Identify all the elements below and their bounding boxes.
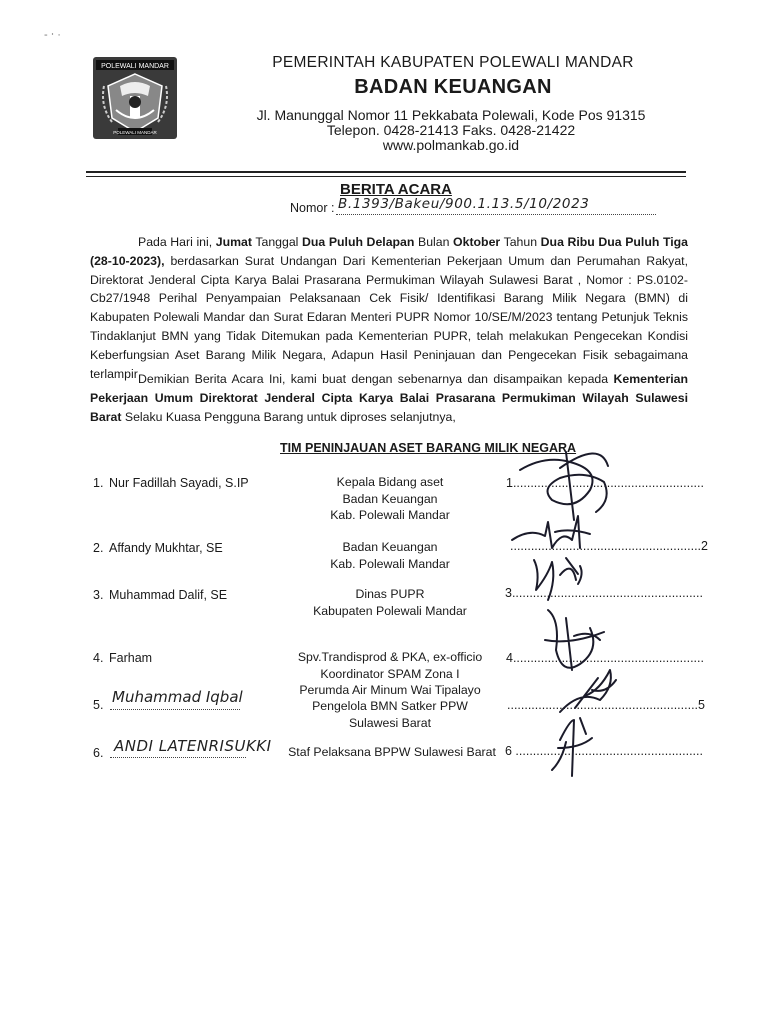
number-dotted-line xyxy=(336,214,656,215)
document-number: B.1393/Bakeu/900.1.13.5/10/2023 xyxy=(338,196,590,212)
name-dotted-line xyxy=(110,709,240,710)
member-name: Affandy Mukhtar, SE xyxy=(109,541,223,555)
website: www.polmankab.go.id xyxy=(382,137,520,153)
signature-line: 4....................................................... xyxy=(506,651,704,665)
member-number: 5. xyxy=(93,698,104,712)
member-position: Spv.Trandisprod & PKA, ex-officio Koordinator SPAM Zona I Perumda Air Minum Wai Tipalayo xyxy=(297,650,483,697)
member-position: Badan Keuangan Kab. Polewali Mandar xyxy=(330,540,450,571)
regency-logo xyxy=(92,56,178,140)
member-name: Muhammad Dalif, SE xyxy=(109,588,228,602)
document-title: BERITA ACARA xyxy=(340,181,452,198)
signature-line: 1....................................................... xyxy=(506,476,704,490)
member-number: 1. xyxy=(93,476,104,490)
header-rule-thin xyxy=(86,176,686,177)
phone-fax: Telepon. 0428-21413 Faks. 0428-21422 xyxy=(326,122,576,138)
government-name: PEMERINTAH KABUPATEN POLEWALI MANDAR xyxy=(272,54,634,71)
member-position: Kepala Bidang aset Badan Keuangan Kab. Polewali Mandar xyxy=(330,475,450,522)
member-position: Staf Pelaksana BPPW Sulawesi Barat xyxy=(288,745,496,759)
agency-name: BADAN KEUANGAN xyxy=(354,76,552,98)
logo-text: POLEWALI MANDAR xyxy=(101,63,169,70)
member-number: 3. xyxy=(93,588,104,602)
member-name: Farham xyxy=(109,651,153,665)
signature-line: 3....................................................... xyxy=(505,586,703,600)
number-label: Nomor : xyxy=(290,201,335,215)
member-name-handwritten: ANDI LATENRISUKKI xyxy=(114,737,272,755)
paragraph-opening: Pada Hari ini, Jumat Tanggal Dua Puluh Delapan Bulan Oktober Tahun Dua Ribu Dua Puluh Tiga (28-10-2023), berdasarkan Surat Undangan Dari Kementerian Pekerjaan Umum dan Perumahan Rakyat, Direktorat Jenderal Cipta Karya Balai Prasarana Permukiman Wilayah Sulawesi Barat , Nomor : PS.0102-Cb27/1948 Perihal Penyampaian Pelaksanaan Cek Fisik/ Identifikasi Barang Milik Negara (BMN) di Kabupaten Polewali Mandar dan Surat Edaran Menteri PUPR Nomor 10/SE/M/2023 tentang Petunjuk Teknis Tindaklanjut BMN yang Tidak Ditemukan pada Kementerian PUPR, telah melakukan Pengecekan Kondisi Keberfungsian Aset Barang Milik Negara, Adapun Hasil Peninjauan dan Pengecekan Fisik sebagaimana terlampir xyxy=(90,235,689,381)
member-number: 4. xyxy=(93,651,104,665)
signature-line: .......................................................2 xyxy=(510,539,708,553)
logo-ribbon-text: POLEWALI MANDAR xyxy=(113,130,157,135)
name-dotted-line xyxy=(110,757,246,758)
paragraph-closing: Demikian Berita Acara Ini, kami buat dengan sebenarnya dan disampaikan kepada Kementerian Pekerjaan Umum Direktorat Jenderal Cipta Karya Balai Prasarana Permukiman Wilayah Sulawesi Barat Selaku Kuasa Pengguna Barang untuk diproses selanjutnya, xyxy=(90,372,688,424)
member-name: Nur Fadillah Sayadi, S.IP xyxy=(109,476,249,490)
member-number: 6. xyxy=(93,746,104,760)
team-title: TIM PENINJAUAN ASET BARANG MILIK NEGARA xyxy=(280,441,577,455)
member-name-handwritten: Muhammad Iqbal xyxy=(112,688,243,706)
address: Jl. Manunggal Nomor 11 Pekkabata Polewali, Kode Pos 91315 xyxy=(256,107,646,123)
header-rule-thick xyxy=(86,171,686,173)
signature-line: 6 ...................................................... xyxy=(505,744,703,758)
member-position: Pengelola BMN Satker PPW Sulawesi Barat xyxy=(312,699,468,730)
signature-line: .......................................................5 xyxy=(507,698,705,712)
member-number: 2. xyxy=(93,541,104,555)
scan-mark: ‑ ‧ · xyxy=(44,29,61,41)
member-position: Dinas PUPR Kabupaten Polewali Mandar xyxy=(313,587,467,618)
